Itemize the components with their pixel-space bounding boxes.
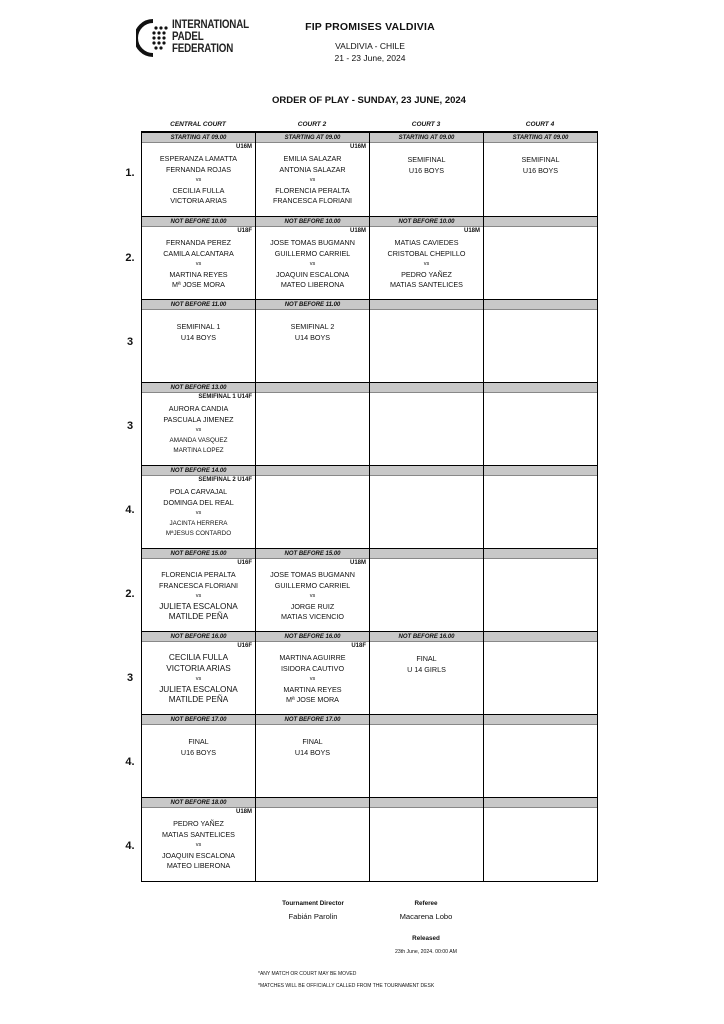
category-label: U18M <box>463 228 480 234</box>
match-body <box>142 725 255 758</box>
player-name: JACINTA HERRERA <box>169 519 228 527</box>
player-name: JOAQUIN ESCALONA <box>161 850 236 860</box>
player-name: GUILLERMO CARRIEL <box>274 580 351 590</box>
versus-label: vs <box>309 261 316 267</box>
versus-label: vs <box>423 261 430 267</box>
time-header <box>256 466 369 476</box>
category-label: U18F <box>351 643 366 649</box>
match-lines <box>256 227 369 291</box>
director-title: Tournament Director <box>282 900 344 907</box>
schedule-row <box>142 798 597 881</box>
match-slot <box>484 632 597 714</box>
category-label: SEMIFINAL 2 U14F <box>198 477 252 483</box>
event-dates: 21 - 23 June, 2024 <box>334 53 406 63</box>
match-body <box>142 808 255 872</box>
match-lines <box>370 559 483 570</box>
match-lines <box>142 310 255 343</box>
match-lines <box>370 725 483 736</box>
row-number: 2. <box>125 587 135 600</box>
match-slot <box>484 466 597 548</box>
player-name: FERNANDA PEREZ <box>165 238 232 247</box>
match-lines <box>142 143 255 207</box>
player-name: MªJESUS CONTARDO <box>165 530 232 537</box>
time-header <box>484 466 597 476</box>
player-name: JOSE TOMAS BUGMANN <box>270 238 355 247</box>
match-slot <box>256 549 370 631</box>
match-body <box>484 725 597 736</box>
category-label: U18M <box>235 809 252 815</box>
match-lines <box>484 559 597 570</box>
match-slot <box>370 715 484 797</box>
event-location: VALDIVIA - CHILE <box>335 41 405 51</box>
player-name: MATIAS CAVIEDES <box>394 238 459 247</box>
schedule-row <box>142 549 597 632</box>
match-slot <box>256 466 370 548</box>
row-number: 3 <box>126 671 134 684</box>
match-lines <box>256 476 369 487</box>
match-body <box>142 143 255 207</box>
match-lines <box>370 227 483 291</box>
player-name: U14 BOYS <box>294 747 331 757</box>
match-lines <box>370 808 483 819</box>
player-name: MATEO LIBERONA <box>280 280 345 289</box>
match-body <box>256 559 369 623</box>
match-body <box>142 227 255 291</box>
match-body <box>256 143 369 207</box>
court-header-2: COURT 2 <box>297 121 327 128</box>
match-body <box>256 725 369 758</box>
match-lines <box>484 476 597 487</box>
match-lines <box>142 476 255 540</box>
player-name: PEDRO YAÑEZ <box>173 819 224 828</box>
match-lines <box>142 642 255 706</box>
time-header: NOT BEFORE 14.00 <box>142 466 255 476</box>
match-lines <box>256 310 369 343</box>
player-name: FLORENCIA PERALTA <box>161 570 236 579</box>
versus-label: vs <box>309 593 316 599</box>
note-called: *MATCHES WILL BE OFFICIALLY CALLED FROM THE TOURNAMENT DESK <box>258 983 435 989</box>
match-lines <box>484 227 597 238</box>
time-header: NOT BEFORE 13.00 <box>142 383 255 393</box>
player-name: U14 BOYS <box>294 332 331 342</box>
match-slot <box>142 549 256 631</box>
row-number: 2. <box>125 251 135 264</box>
row-number: 3 <box>126 335 134 348</box>
player-name: FLORENCIA PERALTA <box>275 185 350 195</box>
time-header: NOT BEFORE 10.00 <box>142 217 255 227</box>
schedule-row <box>142 632 597 715</box>
player-name: FRANCESCA FLORIANI <box>272 196 353 205</box>
player-name: JOAQUIN ESCALONA <box>275 269 350 279</box>
time-header <box>370 715 483 725</box>
fip-logo-icon <box>136 18 170 58</box>
match-slot <box>484 715 597 797</box>
row-number: 1. <box>125 167 135 179</box>
time-header <box>370 798 483 808</box>
versus-label: vs <box>309 676 316 682</box>
player-name: MATEO LIBERONA <box>166 861 231 870</box>
versus-label: vs <box>309 177 316 183</box>
match-lines <box>370 143 483 176</box>
match-slot <box>370 798 484 881</box>
referee-title: Referee <box>414 900 438 907</box>
match-body <box>370 143 483 176</box>
time-header <box>484 300 597 310</box>
match-slot <box>256 133 370 216</box>
match-body <box>370 310 483 321</box>
schedule-row <box>142 466 597 549</box>
versus-label: vs <box>195 593 202 599</box>
versus-label: vs <box>195 510 202 516</box>
match-body <box>142 559 255 623</box>
time-header <box>370 466 483 476</box>
order-of-play-title: ORDER OF PLAY - SUNDAY, 23 JUNE, 2024 <box>272 95 466 106</box>
player-name: ISIDORA CAUTIVO <box>280 663 345 673</box>
match-lines <box>256 725 369 758</box>
match-body <box>484 143 597 176</box>
player-name: PEDRO YAÑEZ <box>401 269 452 279</box>
time-header: NOT BEFORE 17.00 <box>142 715 255 725</box>
time-header <box>484 798 597 808</box>
player-name: MATILDE PEÑA <box>168 612 229 621</box>
player-name: JOSE TOMAS BUGMANN <box>270 570 355 579</box>
player-name: Mª JOSE MORA <box>172 280 225 289</box>
player-name: U 14 GIRLS <box>407 664 446 674</box>
time-header: NOT BEFORE 11.00 <box>256 300 369 310</box>
row-number: 4. <box>125 503 135 516</box>
match-lines <box>256 393 369 404</box>
match-slot <box>142 715 256 797</box>
match-body <box>256 310 369 343</box>
row-number: 3 <box>126 419 134 432</box>
category-label: U16M <box>349 144 366 150</box>
match-body <box>484 808 597 819</box>
match-lines <box>370 310 483 321</box>
player-name: PASCUALA JIMENEZ <box>163 414 234 424</box>
time-header <box>256 798 369 808</box>
match-body <box>142 642 255 706</box>
player-name: CECILIA FULLA <box>172 185 225 195</box>
versus-label: vs <box>195 676 202 682</box>
versus-label: vs <box>195 261 202 267</box>
time-header <box>484 715 597 725</box>
match-lines <box>370 642 483 675</box>
time-header <box>484 549 597 559</box>
player-name: EMILIA SALAZAR <box>283 154 342 163</box>
match-slot <box>370 133 484 216</box>
match-body <box>142 476 255 540</box>
match-body <box>142 310 255 343</box>
versus-label: vs <box>195 177 202 183</box>
match-lines <box>256 808 369 819</box>
match-slot <box>370 632 484 714</box>
player-name: SEMIFINAL <box>521 155 560 164</box>
released <box>376 935 476 955</box>
match-body <box>370 808 483 819</box>
logo-text <box>172 19 249 55</box>
time-header: NOT BEFORE 17.00 <box>256 715 369 725</box>
match-lines <box>484 310 597 321</box>
player-name: GUILLERMO CARRIEL <box>274 248 351 258</box>
match-slot <box>370 549 484 631</box>
order-of-play-grid <box>141 131 598 882</box>
match-slot <box>142 632 256 714</box>
referee <box>376 900 476 921</box>
match-slot <box>142 300 256 382</box>
player-name: VICTORIA ARIAS <box>170 196 227 205</box>
player-name: ESPERANZA LAMATTA <box>159 154 238 163</box>
player-name: FINAL <box>302 737 323 746</box>
time-header: STARTING AT 09.00 <box>370 133 483 143</box>
player-name: MATILDE PEÑA <box>168 695 229 704</box>
category-label: U18M <box>349 560 366 566</box>
match-lines <box>142 227 255 291</box>
time-header <box>370 383 483 393</box>
time-header: STARTING AT 09.00 <box>484 133 597 143</box>
player-name: MATIAS SANTELICES <box>162 829 235 839</box>
match-body <box>370 476 483 487</box>
match-body <box>256 808 369 819</box>
match-lines <box>484 642 597 653</box>
player-name: AMANDA VASQUEZ <box>169 436 228 444</box>
fip-logo <box>136 18 249 58</box>
match-lines <box>256 143 369 207</box>
time-header <box>484 632 597 642</box>
player-name: MARTINA REYES <box>283 684 342 694</box>
player-name: AURORA CANDIA <box>168 404 229 413</box>
match-slot <box>484 549 597 631</box>
time-header <box>484 217 597 227</box>
time-header: NOT BEFORE 18.00 <box>142 798 255 808</box>
match-body <box>256 476 369 487</box>
match-body <box>370 559 483 570</box>
player-name: U16 BOYS <box>522 165 559 175</box>
player-name: DOMINGA DEL REAL <box>163 497 234 507</box>
player-name: FRANCESCA FLORIANI <box>158 580 239 590</box>
match-lines <box>484 393 597 404</box>
player-name: CAMILA ALCANTARA <box>163 248 234 258</box>
schedule-row <box>142 217 597 300</box>
match-body <box>370 725 483 736</box>
court-header-central: CENTRAL COURT <box>170 121 226 128</box>
match-body <box>484 559 597 570</box>
player-name: VICTORIA ARIAS <box>166 663 231 673</box>
match-slot <box>256 632 370 714</box>
player-name: U14 BOYS <box>180 332 217 342</box>
schedule-row <box>142 300 597 383</box>
time-header: STARTING AT 09.00 <box>142 133 255 143</box>
match-slot <box>370 300 484 382</box>
match-slot <box>256 715 370 797</box>
time-header: NOT BEFORE 10.00 <box>370 217 483 227</box>
player-name: ANTONIA SALAZAR <box>279 164 346 174</box>
player-name: POLA CARVAJAL <box>169 487 228 496</box>
released-value: 23th June, 2024. 00:00 AM <box>394 949 457 955</box>
court-header-4: COURT 4 <box>525 121 555 128</box>
player-name: U16 BOYS <box>408 165 445 175</box>
logo-line: INTERNATIONAL <box>172 19 249 31</box>
player-name: MARTINA LOPEZ <box>173 447 224 454</box>
player-name: MATIAS SANTELICES <box>390 280 463 289</box>
director-name: Fabián Parolin <box>288 912 338 921</box>
match-slot <box>484 798 597 881</box>
match-slot <box>484 133 597 216</box>
match-slot <box>370 383 484 465</box>
player-name: MARTINA REYES <box>169 269 228 279</box>
category-label: U18F <box>237 228 252 234</box>
note-moved: *ANY MATCH OR COURT MAY BE MOVED <box>258 971 357 977</box>
match-body <box>256 393 369 404</box>
match-slot <box>256 300 370 382</box>
time-header <box>370 549 483 559</box>
match-lines <box>142 559 255 623</box>
match-slot <box>370 217 484 299</box>
time-header: STARTING AT 09.00 <box>256 133 369 143</box>
category-label: U18M <box>349 228 366 234</box>
match-slot <box>142 466 256 548</box>
player-name: FINAL <box>416 654 437 663</box>
time-header: NOT BEFORE 16.00 <box>142 632 255 642</box>
versus-label: vs <box>195 842 202 848</box>
match-slot <box>256 217 370 299</box>
row-number: 4. <box>125 839 135 852</box>
player-name: JULIETA ESCALONA <box>159 684 238 694</box>
court-header-3: COURT 3 <box>411 121 441 128</box>
match-lines <box>256 559 369 623</box>
match-lines <box>142 725 255 758</box>
player-name: MARTINA AGUIRRE <box>279 653 346 662</box>
logo-line: PADEL <box>172 31 204 43</box>
match-slot <box>142 133 256 216</box>
match-slot <box>484 383 597 465</box>
match-lines <box>484 143 597 176</box>
category-label: SEMIFINAL 1 U14F <box>198 394 252 400</box>
player-name: SEMIFINAL <box>407 155 446 164</box>
player-name: U16 BOYS <box>180 747 217 757</box>
row-number: 4. <box>125 755 135 768</box>
match-body <box>484 476 597 487</box>
player-name: FINAL <box>188 737 209 746</box>
match-body <box>142 393 255 457</box>
time-header: NOT BEFORE 10.00 <box>256 217 369 227</box>
player-name: CRISTOBAL CHEPILLO <box>387 248 466 258</box>
match-lines <box>484 808 597 819</box>
referee-name: Macarena Lobo <box>399 912 453 921</box>
match-body <box>484 642 597 653</box>
match-body <box>256 227 369 291</box>
match-lines <box>370 393 483 404</box>
match-body <box>484 393 597 404</box>
logo-line: FEDERATION <box>172 43 234 55</box>
time-header <box>370 300 483 310</box>
versus-label: vs <box>195 427 202 433</box>
schedule-row <box>142 133 597 217</box>
match-body <box>370 642 483 675</box>
player-name: SEMIFINAL 2 <box>290 322 335 331</box>
match-slot <box>256 383 370 465</box>
match-lines <box>370 476 483 487</box>
schedule-row <box>142 715 597 798</box>
player-name: JULIETA ESCALONA <box>159 601 238 611</box>
player-name: FERNANDA ROJAS <box>165 164 232 174</box>
match-slot <box>484 217 597 299</box>
time-header: NOT BEFORE 11.00 <box>142 300 255 310</box>
category-label: U16F <box>237 643 252 649</box>
player-name: MATIAS VICENCIO <box>281 612 344 621</box>
time-header: NOT BEFORE 15.00 <box>256 549 369 559</box>
match-body <box>370 227 483 291</box>
schedule-row <box>142 383 597 466</box>
time-header <box>484 383 597 393</box>
match-lines <box>142 808 255 872</box>
match-slot <box>142 798 256 881</box>
category-label: U16F <box>237 560 252 566</box>
time-header: NOT BEFORE 15.00 <box>142 549 255 559</box>
match-lines <box>484 725 597 736</box>
match-body <box>256 642 369 706</box>
match-slot <box>142 217 256 299</box>
time-header: NOT BEFORE 16.00 <box>256 632 369 642</box>
player-name: JORGE RUIZ <box>290 601 335 611</box>
match-body <box>484 227 597 238</box>
released-title: Released <box>412 935 440 942</box>
player-name: CECILIA FULLA <box>168 653 229 662</box>
match-slot <box>370 466 484 548</box>
match-slot <box>142 383 256 465</box>
player-name: Mª JOSE MORA <box>286 695 339 704</box>
event-title: FIP PROMISES VALDIVIA <box>305 21 435 33</box>
player-name: SEMIFINAL 1 <box>176 322 221 331</box>
match-slot <box>484 300 597 382</box>
match-body <box>370 393 483 404</box>
tournament-director <box>263 900 363 921</box>
match-body <box>484 310 597 321</box>
time-header <box>256 383 369 393</box>
category-label: U16M <box>235 144 252 150</box>
match-lines <box>256 642 369 706</box>
match-slot <box>256 798 370 881</box>
time-header: NOT BEFORE 16.00 <box>370 632 483 642</box>
match-lines <box>142 393 255 457</box>
